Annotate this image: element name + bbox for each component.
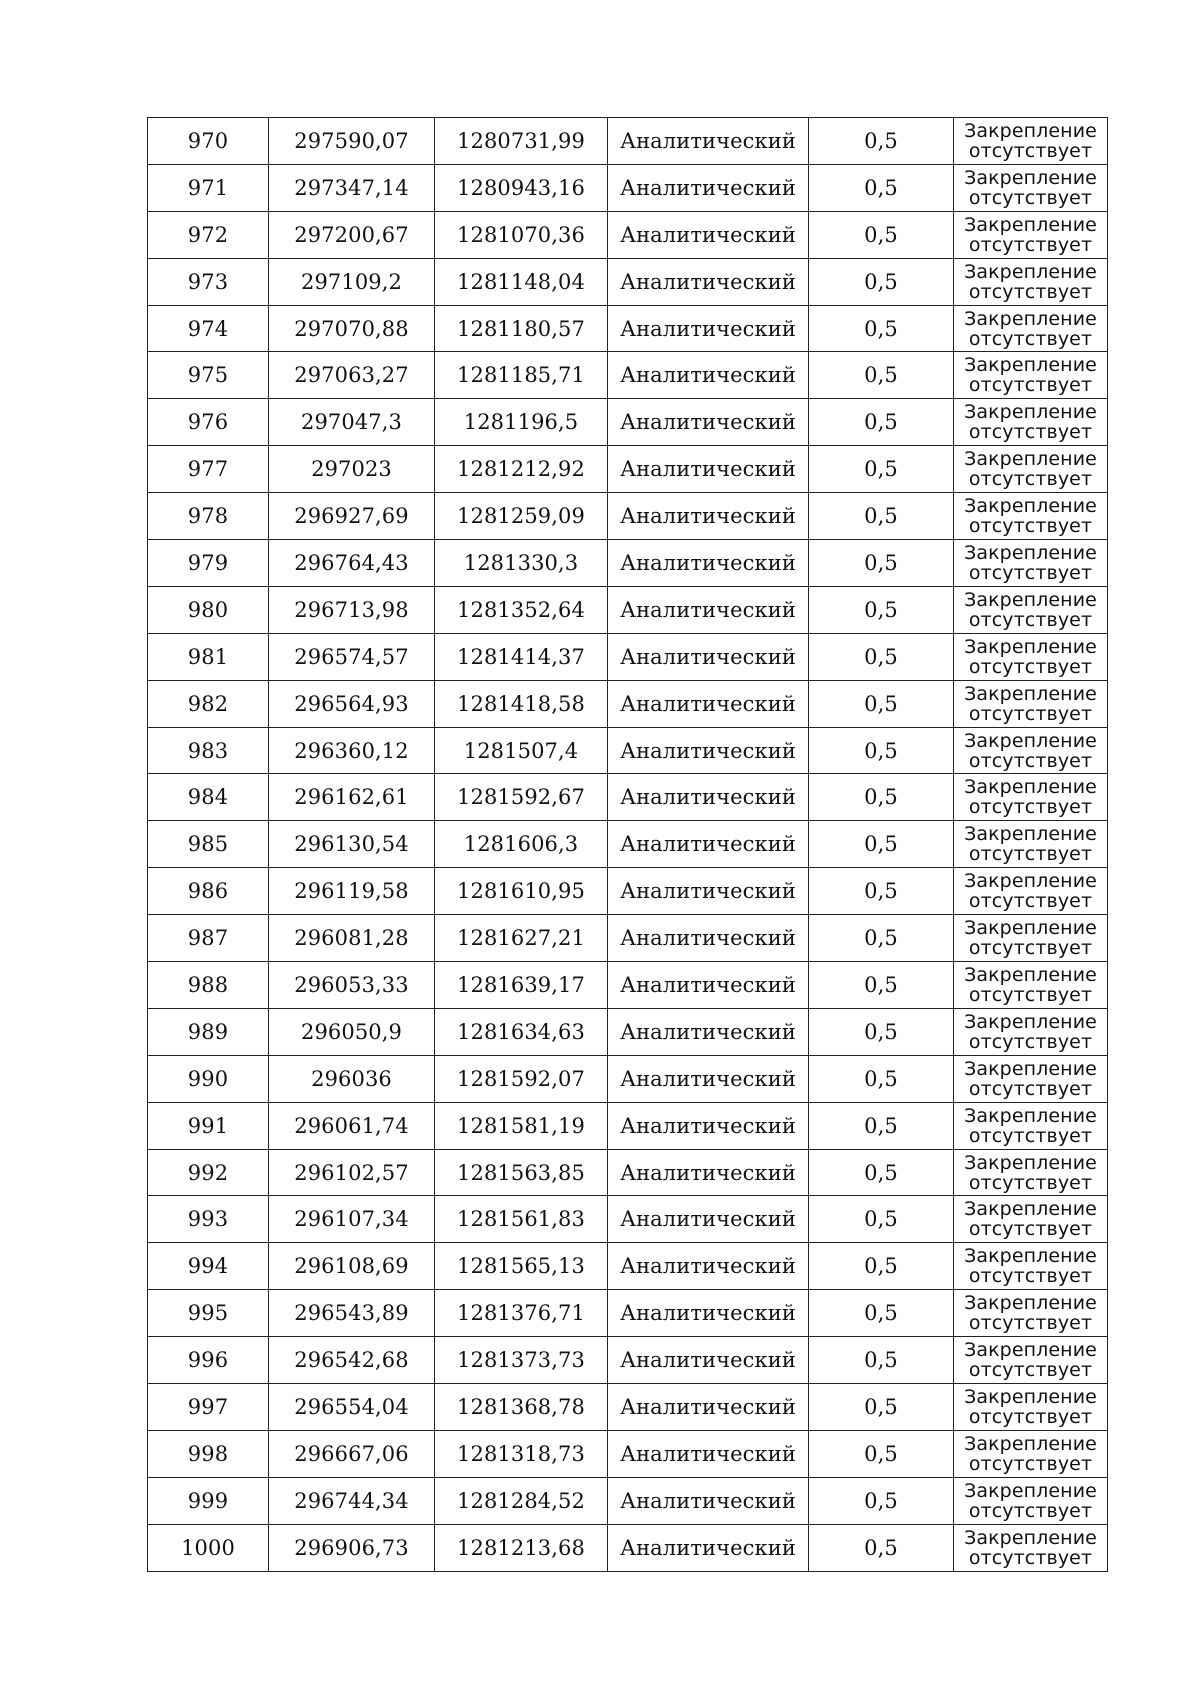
method-cell: Аналитический bbox=[608, 633, 809, 680]
fixation-cell bbox=[954, 1102, 1108, 1149]
accuracy-cell: 0,5 bbox=[809, 258, 954, 305]
fixation-line-1: Закрепление bbox=[964, 635, 1097, 658]
point-number-cell: 988 bbox=[148, 962, 269, 1009]
fixation-line-2: отсутствует bbox=[968, 280, 1093, 303]
fixation-line-1: Закрепление bbox=[964, 213, 1097, 236]
table-row bbox=[148, 633, 1108, 680]
table-row bbox=[148, 1384, 1108, 1431]
accuracy-cell: 0,5 bbox=[809, 399, 954, 446]
table-row bbox=[148, 118, 1108, 165]
y-coordinate-cell: 1281196,5 bbox=[435, 399, 608, 446]
table-row bbox=[148, 1008, 1108, 1055]
fixation-cell bbox=[954, 962, 1108, 1009]
accuracy-cell: 0,5 bbox=[809, 1290, 954, 1337]
point-number-cell: 972 bbox=[148, 211, 269, 258]
fixation-cell bbox=[954, 1149, 1108, 1196]
x-coordinate-cell: 296360,12 bbox=[269, 727, 435, 774]
fixation-line-1: Закрепление bbox=[964, 1010, 1097, 1033]
table-row bbox=[148, 774, 1108, 821]
table-row bbox=[148, 868, 1108, 915]
fixation-line-2: отсутствует bbox=[968, 1265, 1093, 1288]
fixation-cell bbox=[954, 118, 1108, 165]
fixation-cell bbox=[954, 1196, 1108, 1243]
point-number-cell: 985 bbox=[148, 821, 269, 868]
accuracy-cell: 0,5 bbox=[809, 305, 954, 352]
fixation-cell bbox=[954, 1477, 1108, 1524]
method-cell: Аналитический bbox=[608, 211, 809, 258]
fixation-cell bbox=[954, 915, 1108, 962]
fixation-line-2: отсутствует bbox=[968, 1312, 1093, 1335]
accuracy-cell: 0,5 bbox=[809, 727, 954, 774]
table-row bbox=[148, 1243, 1108, 1290]
y-coordinate-cell: 1280731,99 bbox=[435, 118, 608, 165]
x-coordinate-cell: 297590,07 bbox=[269, 118, 435, 165]
fixation-cell bbox=[954, 258, 1108, 305]
x-coordinate-cell: 296053,33 bbox=[269, 962, 435, 1009]
method-cell: Аналитический bbox=[608, 1243, 809, 1290]
fixation-line-1: Закрепление bbox=[964, 260, 1097, 283]
fixation-line-1: Закрепление bbox=[964, 870, 1097, 893]
point-number-cell: 975 bbox=[148, 352, 269, 399]
fixation-cell bbox=[954, 1055, 1108, 1102]
x-coordinate-cell: 296554,04 bbox=[269, 1384, 435, 1431]
y-coordinate-cell: 1281563,85 bbox=[435, 1149, 608, 1196]
method-cell: Аналитический bbox=[608, 1524, 809, 1571]
point-number-cell: 971 bbox=[148, 164, 269, 211]
fixation-line-2: отсутствует bbox=[968, 139, 1093, 162]
point-number-cell: 976 bbox=[148, 399, 269, 446]
point-number-cell: 977 bbox=[148, 446, 269, 493]
method-cell: Аналитический bbox=[608, 962, 809, 1009]
x-coordinate-cell: 296061,74 bbox=[269, 1102, 435, 1149]
method-cell: Аналитический bbox=[608, 821, 809, 868]
x-coordinate-cell: 296906,73 bbox=[269, 1524, 435, 1571]
accuracy-cell: 0,5 bbox=[809, 1102, 954, 1149]
fixation-line-2: отсутствует bbox=[968, 890, 1093, 913]
accuracy-cell: 0,5 bbox=[809, 118, 954, 165]
fixation-line-2: отсутствует bbox=[968, 702, 1093, 725]
y-coordinate-cell: 1281284,52 bbox=[435, 1477, 608, 1524]
method-cell: Аналитический bbox=[608, 258, 809, 305]
accuracy-cell: 0,5 bbox=[809, 1149, 954, 1196]
x-coordinate-cell: 297200,67 bbox=[269, 211, 435, 258]
point-number-cell: 990 bbox=[148, 1055, 269, 1102]
fixation-cell bbox=[954, 868, 1108, 915]
fixation-line-1: Закрепление bbox=[964, 1057, 1097, 1080]
fixation-line-1: Закрепление bbox=[964, 401, 1097, 424]
fixation-line-2: отсутствует bbox=[968, 1077, 1093, 1100]
point-number-cell: 981 bbox=[148, 633, 269, 680]
accuracy-cell: 0,5 bbox=[809, 1055, 954, 1102]
fixation-line-1: Закрепление bbox=[964, 1432, 1097, 1455]
fixation-cell bbox=[954, 352, 1108, 399]
coordinates-table-body bbox=[148, 118, 1108, 1572]
x-coordinate-cell: 296744,34 bbox=[269, 1477, 435, 1524]
fixation-line-1: Закрепление bbox=[964, 588, 1097, 611]
fixation-line-2: отсутствует bbox=[968, 233, 1093, 256]
x-coordinate-cell: 296574,57 bbox=[269, 633, 435, 680]
fixation-line-1: Закрепление bbox=[964, 541, 1097, 564]
y-coordinate-cell: 1281352,64 bbox=[435, 586, 608, 633]
fixation-line-2: отсутствует bbox=[968, 608, 1093, 631]
y-coordinate-cell: 1281373,73 bbox=[435, 1337, 608, 1384]
method-cell: Аналитический bbox=[608, 1196, 809, 1243]
table-row bbox=[148, 586, 1108, 633]
table-row bbox=[148, 680, 1108, 727]
x-coordinate-cell: 296543,89 bbox=[269, 1290, 435, 1337]
point-number-cell: 979 bbox=[148, 540, 269, 587]
accuracy-cell: 0,5 bbox=[809, 774, 954, 821]
fixation-line-2: отсутствует bbox=[968, 1218, 1093, 1241]
x-coordinate-cell: 296764,43 bbox=[269, 540, 435, 587]
y-coordinate-cell: 1281418,58 bbox=[435, 680, 608, 727]
fixation-line-2: отсутствует bbox=[968, 1171, 1093, 1194]
point-number-cell: 984 bbox=[148, 774, 269, 821]
x-coordinate-cell: 297109,2 bbox=[269, 258, 435, 305]
fixation-line-1: Закрепление bbox=[964, 307, 1097, 330]
accuracy-cell: 0,5 bbox=[809, 821, 954, 868]
point-number-cell: 991 bbox=[148, 1102, 269, 1149]
x-coordinate-cell: 296108,69 bbox=[269, 1243, 435, 1290]
method-cell: Аналитический bbox=[608, 1477, 809, 1524]
method-cell: Аналитический bbox=[608, 540, 809, 587]
fixation-line-2: отсутствует bbox=[968, 1124, 1093, 1147]
y-coordinate-cell: 1281148,04 bbox=[435, 258, 608, 305]
method-cell: Аналитический bbox=[608, 446, 809, 493]
accuracy-cell: 0,5 bbox=[809, 493, 954, 540]
table-row bbox=[148, 1524, 1108, 1571]
fixation-cell bbox=[954, 305, 1108, 352]
point-number-cell: 995 bbox=[148, 1290, 269, 1337]
fixation-line-2: отсутствует bbox=[968, 421, 1093, 444]
fixation-line-2: отсутствует bbox=[968, 843, 1093, 866]
fixation-line-1: Закрепление bbox=[964, 1292, 1097, 1315]
x-coordinate-cell: 297347,14 bbox=[269, 164, 435, 211]
accuracy-cell: 0,5 bbox=[809, 1243, 954, 1290]
accuracy-cell: 0,5 bbox=[809, 868, 954, 915]
table-row bbox=[148, 540, 1108, 587]
table-row bbox=[148, 258, 1108, 305]
x-coordinate-cell: 296036 bbox=[269, 1055, 435, 1102]
accuracy-cell: 0,5 bbox=[809, 1477, 954, 1524]
y-coordinate-cell: 1281213,68 bbox=[435, 1524, 608, 1571]
y-coordinate-cell: 1281561,83 bbox=[435, 1196, 608, 1243]
accuracy-cell: 0,5 bbox=[809, 680, 954, 727]
fixation-cell bbox=[954, 1008, 1108, 1055]
x-coordinate-cell: 296542,68 bbox=[269, 1337, 435, 1384]
accuracy-cell: 0,5 bbox=[809, 540, 954, 587]
fixation-line-1: Закрепление bbox=[964, 1104, 1097, 1127]
method-cell: Аналитический bbox=[608, 680, 809, 727]
fixation-cell bbox=[954, 633, 1108, 680]
y-coordinate-cell: 1281185,71 bbox=[435, 352, 608, 399]
accuracy-cell: 0,5 bbox=[809, 1524, 954, 1571]
y-coordinate-cell: 1281581,19 bbox=[435, 1102, 608, 1149]
fixation-line-2: отсутствует bbox=[968, 749, 1093, 772]
table-row bbox=[148, 493, 1108, 540]
fixation-line-2: отсутствует bbox=[968, 1030, 1093, 1053]
point-number-cell: 989 bbox=[148, 1008, 269, 1055]
table-row bbox=[148, 1055, 1108, 1102]
fixation-line-2: отсутствует bbox=[968, 1546, 1093, 1569]
fixation-line-2: отсутствует bbox=[968, 796, 1093, 819]
fixation-line-1: Закрепление bbox=[964, 1245, 1097, 1268]
table-row bbox=[148, 352, 1108, 399]
method-cell: Аналитический bbox=[608, 1430, 809, 1477]
y-coordinate-cell: 1281212,92 bbox=[435, 446, 608, 493]
method-cell: Аналитический bbox=[608, 164, 809, 211]
point-number-cell: 978 bbox=[148, 493, 269, 540]
fixation-cell bbox=[954, 586, 1108, 633]
fixation-line-1: Закрепление bbox=[964, 1339, 1097, 1362]
fixation-line-2: отсутствует bbox=[968, 1359, 1093, 1382]
fixation-line-2: отсутствует bbox=[968, 937, 1093, 960]
method-cell: Аналитический bbox=[608, 305, 809, 352]
table-row bbox=[148, 1290, 1108, 1337]
method-cell: Аналитический bbox=[608, 493, 809, 540]
method-cell: Аналитический bbox=[608, 586, 809, 633]
method-cell: Аналитический bbox=[608, 352, 809, 399]
fixation-line-1: Закрепление bbox=[964, 1151, 1097, 1174]
fixation-line-2: отсутствует bbox=[968, 1499, 1093, 1522]
point-number-cell: 980 bbox=[148, 586, 269, 633]
table-row bbox=[148, 1102, 1108, 1149]
fixation-line-2: отсутствует bbox=[968, 374, 1093, 397]
fixation-line-1: Закрепление bbox=[964, 166, 1097, 189]
point-number-cell: 986 bbox=[148, 868, 269, 915]
fixation-line-2: отсутствует bbox=[968, 327, 1093, 350]
accuracy-cell: 0,5 bbox=[809, 352, 954, 399]
point-number-cell: 973 bbox=[148, 258, 269, 305]
table-row bbox=[148, 305, 1108, 352]
fixation-cell bbox=[954, 446, 1108, 493]
point-number-cell: 997 bbox=[148, 1384, 269, 1431]
fixation-line-2: отсутствует bbox=[968, 186, 1093, 209]
fixation-line-1: Закрепление bbox=[964, 729, 1097, 752]
accuracy-cell: 0,5 bbox=[809, 446, 954, 493]
accuracy-cell: 0,5 bbox=[809, 1384, 954, 1431]
fixation-line-1: Закрепление bbox=[964, 963, 1097, 986]
method-cell: Аналитический bbox=[608, 118, 809, 165]
fixation-line-1: Закрепление bbox=[964, 495, 1097, 518]
fixation-cell bbox=[954, 1290, 1108, 1337]
method-cell: Аналитический bbox=[608, 1008, 809, 1055]
x-coordinate-cell: 297047,3 bbox=[269, 399, 435, 446]
point-number-cell: 994 bbox=[148, 1243, 269, 1290]
y-coordinate-cell: 1281592,67 bbox=[435, 774, 608, 821]
method-cell: Аналитический bbox=[608, 1102, 809, 1149]
fixation-line-2: отсутствует bbox=[968, 515, 1093, 538]
x-coordinate-cell: 296927,69 bbox=[269, 493, 435, 540]
fixation-line-1: Закрепление bbox=[964, 823, 1097, 846]
fixation-cell bbox=[954, 1430, 1108, 1477]
table-row bbox=[148, 1337, 1108, 1384]
accuracy-cell: 0,5 bbox=[809, 211, 954, 258]
fixation-line-2: отсутствует bbox=[968, 1452, 1093, 1475]
y-coordinate-cell: 1281565,13 bbox=[435, 1243, 608, 1290]
method-cell: Аналитический bbox=[608, 915, 809, 962]
x-coordinate-cell: 296162,61 bbox=[269, 774, 435, 821]
method-cell: Аналитический bbox=[608, 774, 809, 821]
x-coordinate-cell: 296713,98 bbox=[269, 586, 435, 633]
point-number-cell: 999 bbox=[148, 1477, 269, 1524]
point-number-cell: 970 bbox=[148, 118, 269, 165]
x-coordinate-cell: 296119,58 bbox=[269, 868, 435, 915]
y-coordinate-cell: 1281606,3 bbox=[435, 821, 608, 868]
y-coordinate-cell: 1281627,21 bbox=[435, 915, 608, 962]
method-cell: Аналитический bbox=[608, 1290, 809, 1337]
table-row bbox=[148, 1477, 1108, 1524]
point-number-cell: 987 bbox=[148, 915, 269, 962]
point-number-cell: 998 bbox=[148, 1430, 269, 1477]
accuracy-cell: 0,5 bbox=[809, 1008, 954, 1055]
y-coordinate-cell: 1281507,4 bbox=[435, 727, 608, 774]
accuracy-cell: 0,5 bbox=[809, 1430, 954, 1477]
fixation-line-2: отсутствует bbox=[968, 561, 1093, 584]
coordinates-table bbox=[147, 117, 1108, 1572]
table-row bbox=[148, 1196, 1108, 1243]
fixation-cell bbox=[954, 164, 1108, 211]
method-cell: Аналитический bbox=[608, 1337, 809, 1384]
fixation-line-1: Закрепление bbox=[964, 1526, 1097, 1549]
fixation-line-1: Закрепление bbox=[964, 776, 1097, 799]
fixation-line-1: Закрепление bbox=[964, 448, 1097, 471]
fixation-cell bbox=[954, 1524, 1108, 1571]
method-cell: Аналитический bbox=[608, 868, 809, 915]
y-coordinate-cell: 1281070,36 bbox=[435, 211, 608, 258]
method-cell: Аналитический bbox=[608, 727, 809, 774]
fixation-line-1: Закрепление bbox=[964, 1479, 1097, 1502]
fixation-line-1: Закрепление bbox=[964, 1385, 1097, 1408]
point-number-cell: 982 bbox=[148, 680, 269, 727]
fixation-cell bbox=[954, 211, 1108, 258]
y-coordinate-cell: 1281330,3 bbox=[435, 540, 608, 587]
accuracy-cell: 0,5 bbox=[809, 1337, 954, 1384]
y-coordinate-cell: 1281592,07 bbox=[435, 1055, 608, 1102]
x-coordinate-cell: 296667,06 bbox=[269, 1430, 435, 1477]
method-cell: Аналитический bbox=[608, 1384, 809, 1431]
x-coordinate-cell: 296107,34 bbox=[269, 1196, 435, 1243]
point-number-cell: 974 bbox=[148, 305, 269, 352]
y-coordinate-cell: 1281414,37 bbox=[435, 633, 608, 680]
table-row bbox=[148, 1149, 1108, 1196]
accuracy-cell: 0,5 bbox=[809, 1196, 954, 1243]
table-row bbox=[148, 211, 1108, 258]
fixation-cell bbox=[954, 1384, 1108, 1431]
fixation-cell bbox=[954, 1243, 1108, 1290]
accuracy-cell: 0,5 bbox=[809, 586, 954, 633]
y-coordinate-cell: 1281634,63 bbox=[435, 1008, 608, 1055]
y-coordinate-cell: 1281180,57 bbox=[435, 305, 608, 352]
y-coordinate-cell: 1281368,78 bbox=[435, 1384, 608, 1431]
table-row bbox=[148, 399, 1108, 446]
fixation-cell bbox=[954, 727, 1108, 774]
method-cell: Аналитический bbox=[608, 1055, 809, 1102]
accuracy-cell: 0,5 bbox=[809, 962, 954, 1009]
fixation-cell bbox=[954, 821, 1108, 868]
method-cell: Аналитический bbox=[608, 399, 809, 446]
fixation-cell bbox=[954, 680, 1108, 727]
point-number-cell: 992 bbox=[148, 1149, 269, 1196]
fixation-cell bbox=[954, 493, 1108, 540]
y-coordinate-cell: 1281318,73 bbox=[435, 1430, 608, 1477]
fixation-line-2: отсутствует bbox=[968, 468, 1093, 491]
fixation-cell bbox=[954, 774, 1108, 821]
table-row bbox=[148, 915, 1108, 962]
fixation-line-1: Закрепление bbox=[964, 354, 1097, 377]
fixation-line-1: Закрепление bbox=[964, 1198, 1097, 1221]
fixation-line-1: Закрепление bbox=[964, 917, 1097, 940]
y-coordinate-cell: 1280943,16 bbox=[435, 164, 608, 211]
fixation-cell bbox=[954, 399, 1108, 446]
fixation-line-2: отсутствует bbox=[968, 983, 1093, 1006]
y-coordinate-cell: 1281610,95 bbox=[435, 868, 608, 915]
y-coordinate-cell: 1281259,09 bbox=[435, 493, 608, 540]
table-row bbox=[148, 962, 1108, 1009]
x-coordinate-cell: 297023 bbox=[269, 446, 435, 493]
y-coordinate-cell: 1281376,71 bbox=[435, 1290, 608, 1337]
fixation-cell bbox=[954, 540, 1108, 587]
table-row bbox=[148, 446, 1108, 493]
x-coordinate-cell: 296102,57 bbox=[269, 1149, 435, 1196]
accuracy-cell: 0,5 bbox=[809, 915, 954, 962]
fixation-line-1: Закрепление bbox=[964, 682, 1097, 705]
point-number-cell: 983 bbox=[148, 727, 269, 774]
table-row bbox=[148, 727, 1108, 774]
point-number-cell: 993 bbox=[148, 1196, 269, 1243]
table-row bbox=[148, 1430, 1108, 1477]
point-number-cell: 1000 bbox=[148, 1524, 269, 1571]
fixation-line-2: отсутствует bbox=[968, 655, 1093, 678]
fixation-cell bbox=[954, 1337, 1108, 1384]
x-coordinate-cell: 296564,93 bbox=[269, 680, 435, 727]
table-row bbox=[148, 164, 1108, 211]
accuracy-cell: 0,5 bbox=[809, 164, 954, 211]
fixation-line-1: Закрепление bbox=[964, 119, 1097, 142]
point-number-cell: 996 bbox=[148, 1337, 269, 1384]
x-coordinate-cell: 297063,27 bbox=[269, 352, 435, 399]
x-coordinate-cell: 296050,9 bbox=[269, 1008, 435, 1055]
method-cell: Аналитический bbox=[608, 1149, 809, 1196]
table-row bbox=[148, 821, 1108, 868]
x-coordinate-cell: 296081,28 bbox=[269, 915, 435, 962]
y-coordinate-cell: 1281639,17 bbox=[435, 962, 608, 1009]
fixation-line-2: отсутствует bbox=[968, 1405, 1093, 1428]
accuracy-cell: 0,5 bbox=[809, 633, 954, 680]
x-coordinate-cell: 297070,88 bbox=[269, 305, 435, 352]
x-coordinate-cell: 296130,54 bbox=[269, 821, 435, 868]
